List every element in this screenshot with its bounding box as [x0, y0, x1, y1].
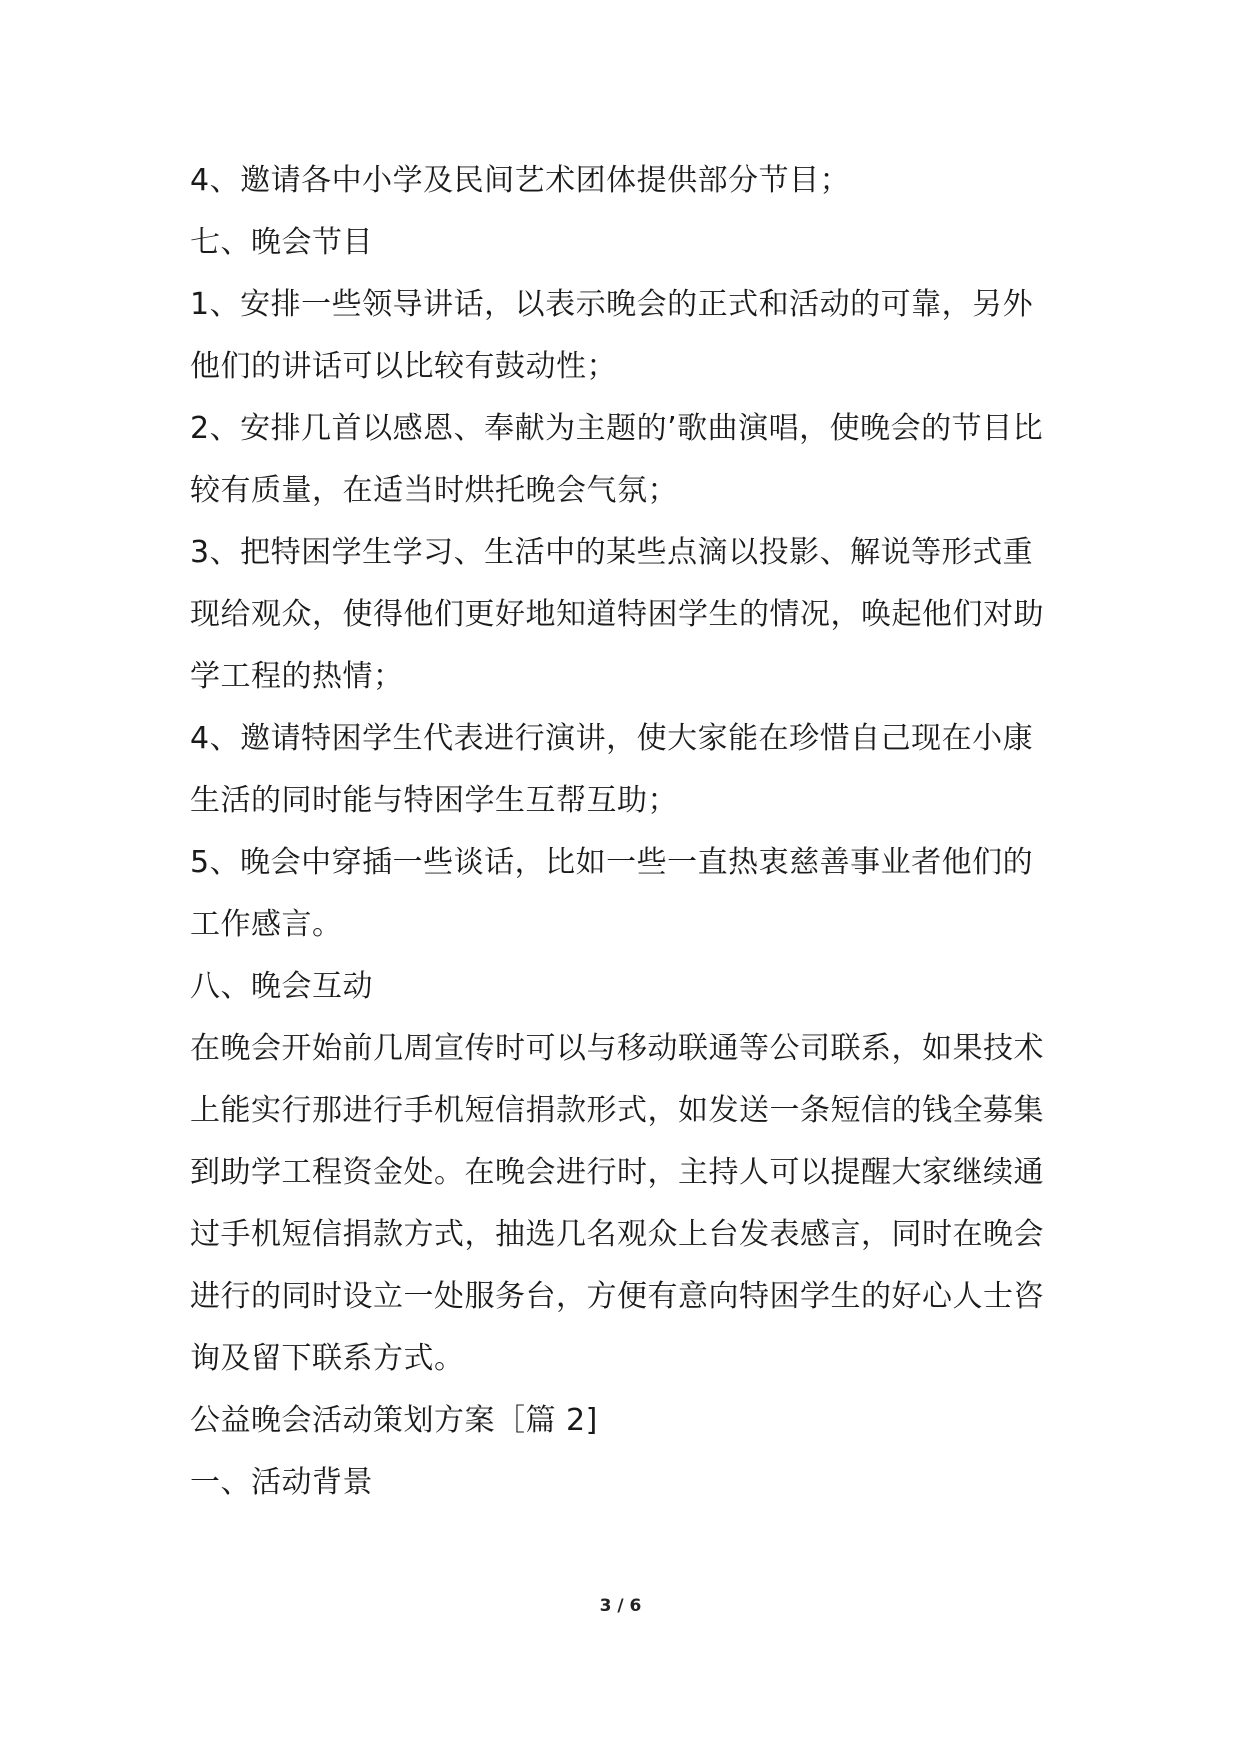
text-line: 2、安排几首以感恩、奉献为主题的’歌曲演唱，使晚会的节目比	[190, 411, 1044, 446]
text-line: 他们的讲话可以比较有鼓动性；	[190, 349, 617, 384]
section-heading: 七、晚会节目	[190, 225, 373, 260]
text-line: 5、晚会中穿插一些谈话，比如一些一直热衷慈善事业者他们的	[190, 845, 1034, 880]
text-line: 到助学工程资金处。在晚会进行时，主持人可以提醒大家继续通	[190, 1155, 1044, 1190]
article-title: 公益晚会活动策划方案［篇 2]	[190, 1403, 598, 1438]
text-line: 1、安排一些领导讲话，以表示晚会的正式和活动的可靠，另外	[190, 287, 1034, 322]
body-text	[190, 150, 1060, 1514]
text-line: 询及留下联系方式。	[190, 1341, 465, 1376]
text-line: 较有质量，在适当时烘托晚会气氛；	[190, 473, 678, 508]
text-line: 生活的同时能与特困学生互帮互助；	[190, 783, 678, 818]
text-line: 进行的同时设立一处服务台，方便有意向特困学生的好心人士咨	[190, 1279, 1044, 1314]
text-line: 在晚会开始前几周宣传时可以与移动联通等公司联系，如果技术	[190, 1031, 1044, 1066]
page-number: 3 / 6	[599, 1596, 642, 1616]
text-line: 现给观众，使得他们更好地知道特困学生的情况，唤起他们对助	[190, 597, 1044, 632]
text-line: 学工程的热情；	[190, 659, 404, 694]
text-line: 过手机短信捐款方式，抽选几名观众上台发表感言，同时在晚会	[190, 1217, 1044, 1252]
text-line: 上能实行那进行手机短信捐款形式，如发送一条短信的钱全募集	[190, 1093, 1044, 1128]
section-heading: 八、晚会互动	[190, 969, 373, 1004]
text-line: 4、邀请各中小学及民间艺术团体提供部分节目；	[190, 163, 851, 198]
section-heading: 一、活动背景	[190, 1465, 373, 1500]
text-line: 工作感言。	[190, 907, 343, 942]
document-body	[190, 150, 1060, 1514]
text-line: 4、邀请特困学生代表进行演讲，使大家能在珍惜自己现在小康	[190, 721, 1034, 756]
text-line: 3、把特困学生学习、生活中的某些点滴以投影、解说等形式重	[190, 535, 1034, 570]
